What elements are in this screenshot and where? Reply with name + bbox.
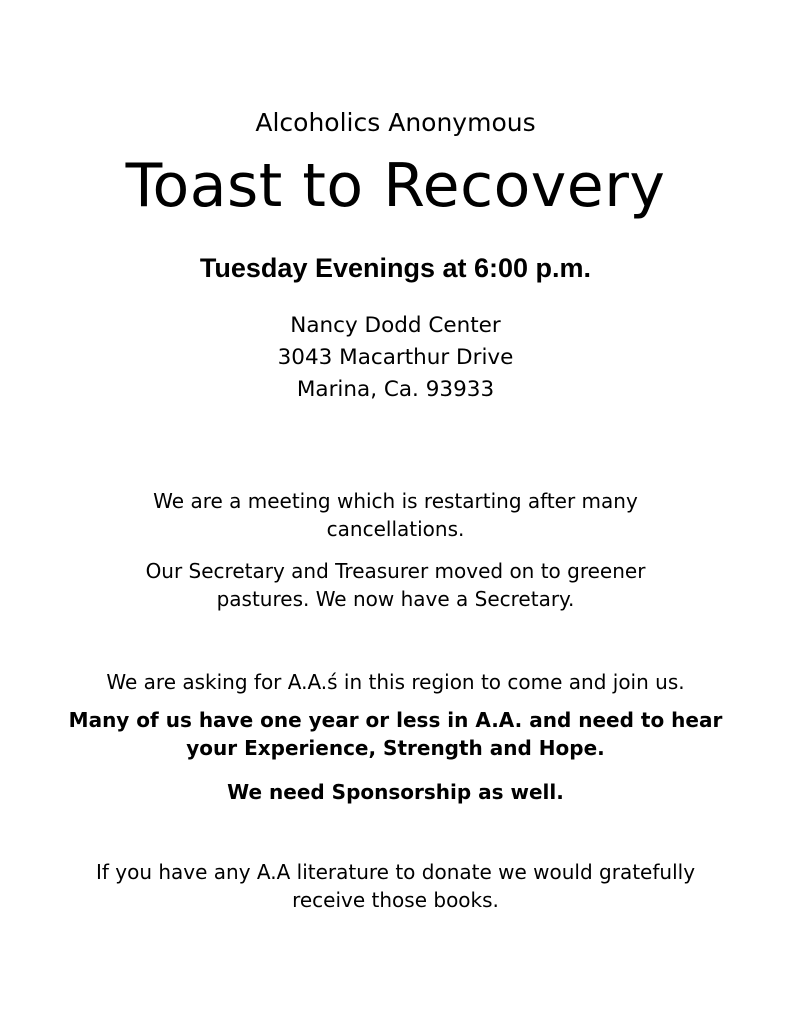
address-venue: Nancy Dodd Center [290, 313, 501, 338]
invite-paragraph: We are asking for A.A.ś in this region to come and join us. [106, 670, 685, 694]
sponsorship-paragraph: We need Sponsorship as well. [227, 780, 564, 804]
address-city: Marina, Ca. 93933 [296, 377, 495, 402]
flyer-title: Toast to Recovery [125, 151, 666, 221]
need-line-1: Many of us have one year or less in A.A. and need to hear [68, 708, 723, 732]
literature-line-1: If you have any A.A literature to donate we would gratefully [95, 860, 696, 884]
meeting-schedule: Tuesday Evenings at 6:00 p.m. [199, 253, 592, 283]
address-street: 3043 Macarthur Drive [277, 345, 514, 370]
organization-name: Alcoholics Anonymous [255, 108, 536, 137]
restart-line-2: cancellations. [326, 517, 465, 541]
restart-line-1: We are a meeting which is restarting after many [153, 489, 638, 513]
secretary-line-1: Our Secretary and Treasurer moved on to greener [145, 559, 646, 583]
secretary-line-2: pastures. We now have a Secretary. [216, 587, 575, 611]
need-line-2: your Experience, Strength and Hope. [186, 736, 605, 760]
literature-line-2: receive those books. [292, 888, 499, 912]
